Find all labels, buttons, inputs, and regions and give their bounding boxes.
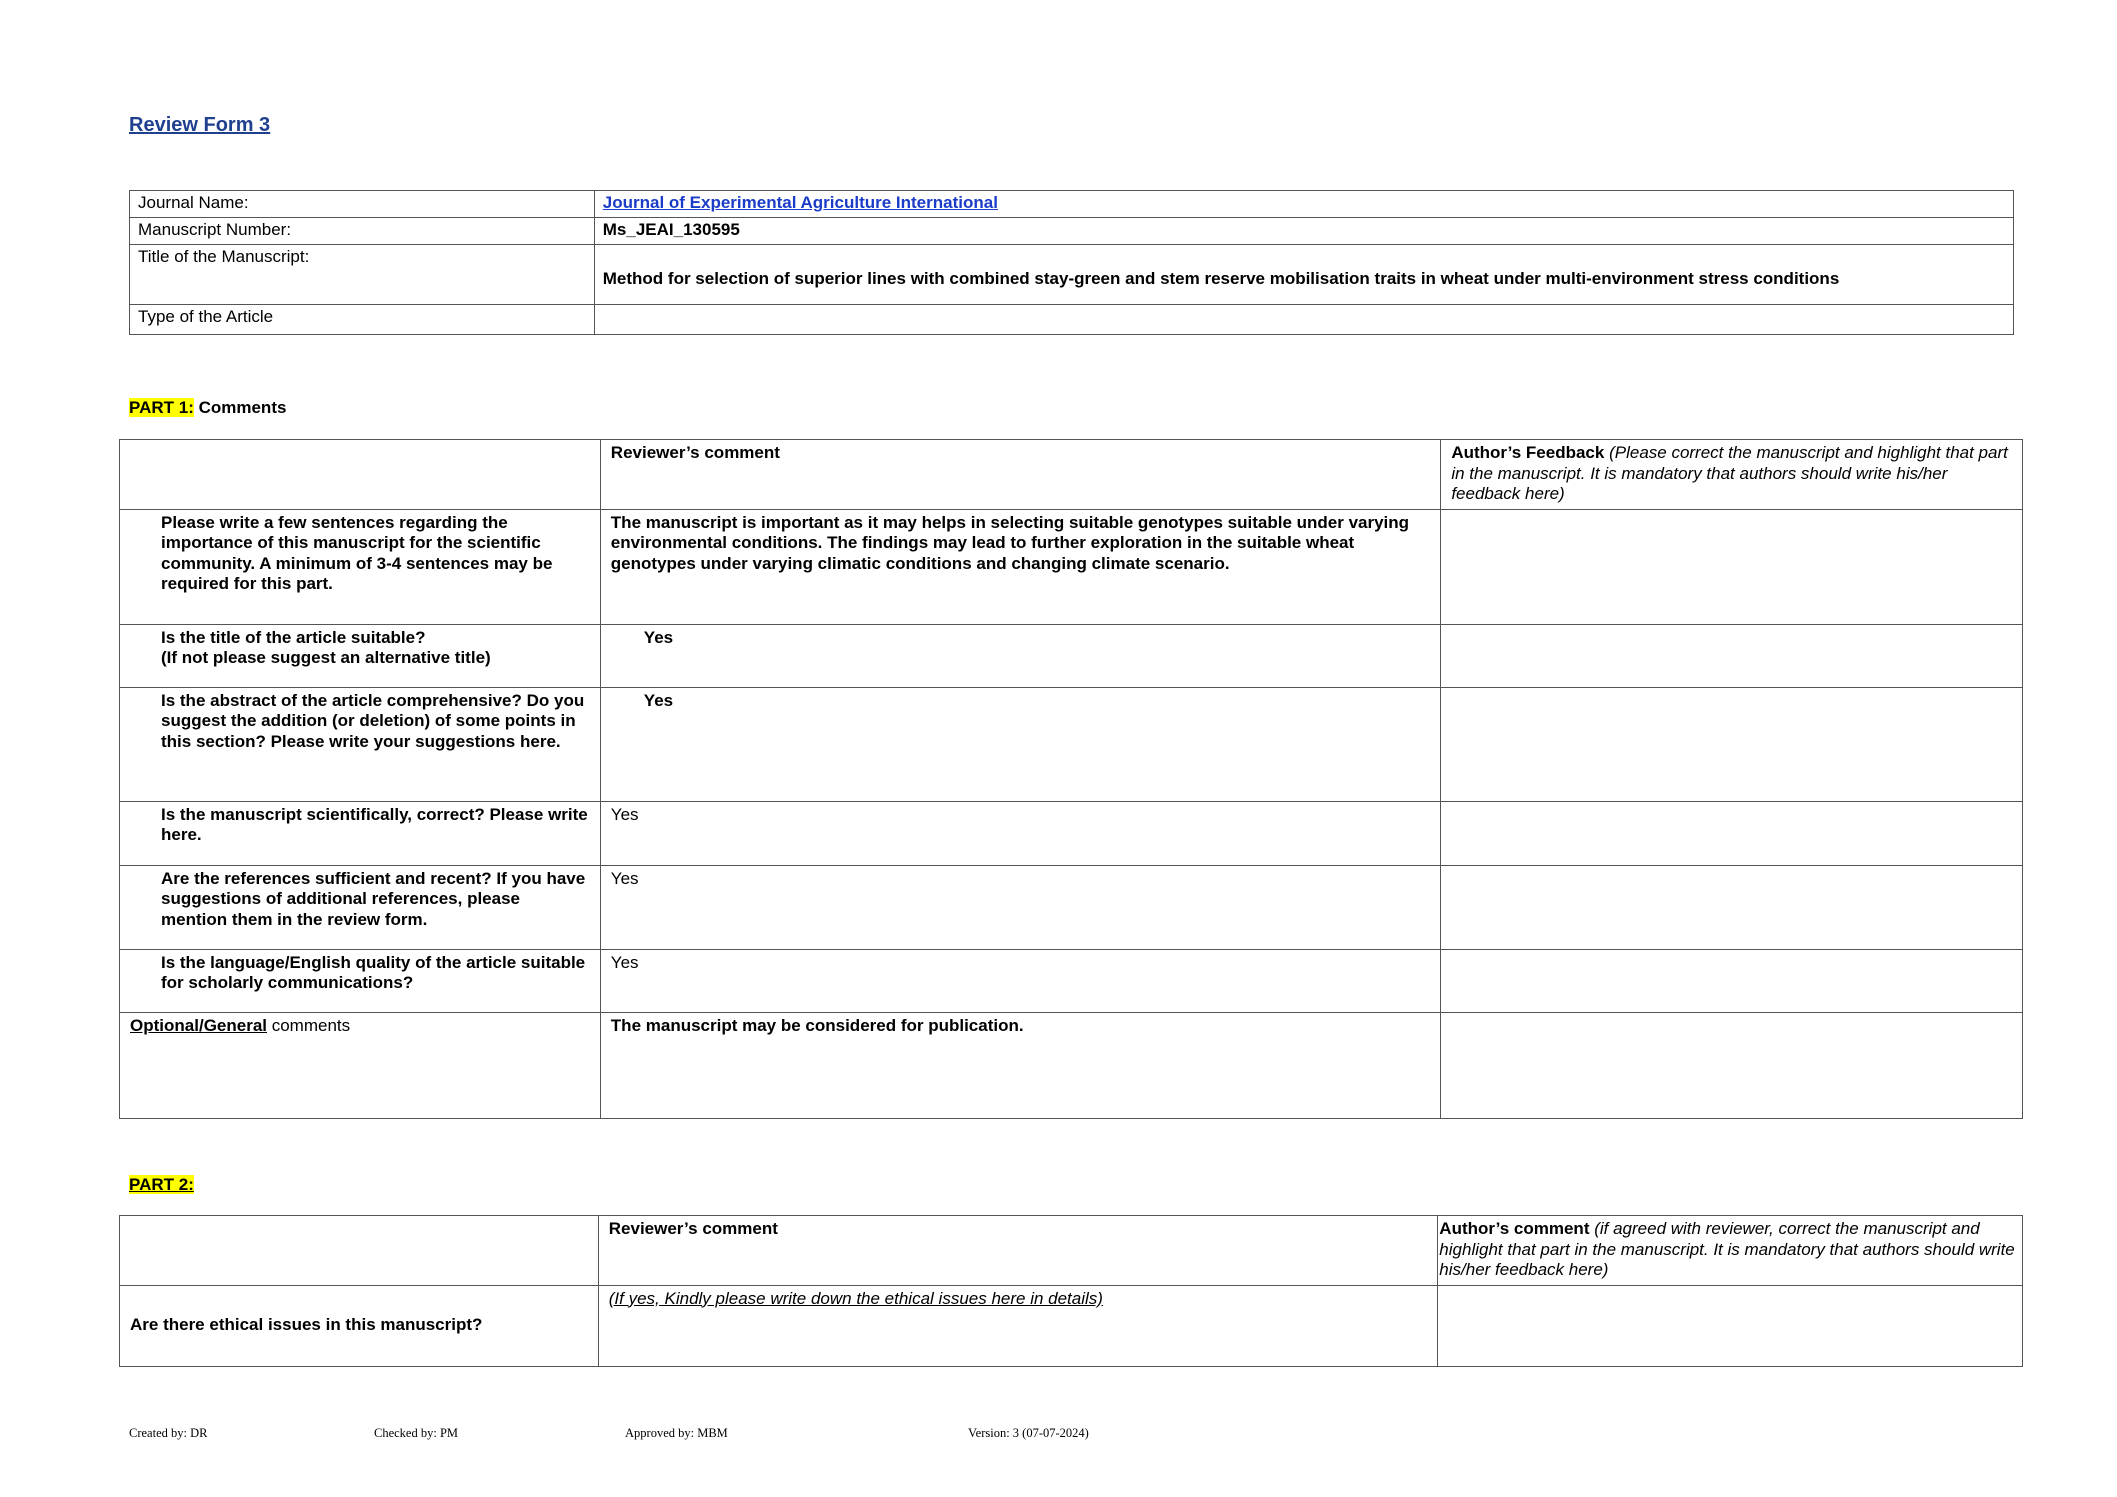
footer-checked-by: Checked by: PM	[374, 1426, 459, 1440]
feedback-ethical-issues[interactable]	[1438, 1285, 2023, 1366]
part2-ethics-table	[119, 1215, 2023, 1367]
part1-author-header	[1441, 440, 2023, 510]
question-references: Are the references sufficient and recent? If you have suggestions of additional references, please mention them in the review form.	[120, 865, 601, 949]
journal-name-link[interactable]: Journal of Experimental Agriculture International	[602, 193, 998, 212]
feedback-references[interactable]	[1441, 865, 2023, 949]
part2-author-header-title: Author’s comment	[1439, 1219, 1590, 1238]
manuscript-title-value: Method for selection of superior lines with combined stay-green and stem reserve mobilisation traits in wheat under multi-environment stress conditions	[594, 245, 2013, 305]
question-title: Is the title of the article suitable? (If not please suggest an alternative title)	[120, 624, 601, 687]
question-scientific: Is the manuscript scientifically, correct? Please write here.	[120, 801, 601, 865]
feedback-abstract[interactable]	[1441, 687, 2023, 801]
feedback-importance[interactable]	[1441, 509, 2023, 624]
part2-header-blank	[120, 1216, 599, 1286]
part1-header-blank	[120, 440, 601, 510]
comment-importance: The manuscript is important as it may helps in selecting suitable genotypes suitable under varying environmental conditions. The findings may lead to further exploration in the suitable wheat genotypes under varying climatic conditions and changing climate scenario.	[600, 509, 1441, 624]
feedback-language[interactable]	[1441, 949, 2023, 1012]
optional-comments-label: Optional/General comments	[120, 1012, 601, 1118]
feedback-title[interactable]	[1441, 624, 2023, 687]
part2-heading	[129, 1175, 194, 1195]
optional-feedback[interactable]	[1441, 1012, 2023, 1118]
feedback-scientific[interactable]	[1441, 801, 2023, 865]
question-language: Is the language/English quality of the article suitable for scholarly communications?	[120, 949, 601, 1012]
part1-author-header-note: (Please correct the manuscript and highlight that part in the manuscript. It is mandatory that authors should write his/her feedback here)	[1451, 443, 2008, 503]
comment-abstract: Yes	[600, 687, 1441, 801]
part2-author-header	[1438, 1216, 2023, 1286]
manuscript-info-table	[129, 190, 2014, 335]
part1-author-header-title: Author’s Feedback	[1451, 443, 1605, 462]
question-importance: Please write a few sentences regarding the importance of this manuscript for the scientific community. A minimum of 3-4 sentences may be required for this part.	[120, 509, 601, 624]
footer-version: Version: 3 (07-07-2024)	[968, 1426, 1089, 1440]
part1-tag: PART 1:	[129, 398, 194, 417]
footer-created-by: Created by: DR	[129, 1426, 208, 1440]
comment-references: Yes	[600, 865, 1441, 949]
form-title: Review Form 3	[129, 114, 271, 136]
manuscript-title-label: Title of the Manuscript:	[130, 245, 595, 305]
comment-language: Yes	[600, 949, 1441, 1012]
comment-scientific: Yes	[600, 801, 1441, 865]
part1-heading	[129, 398, 286, 418]
part1-comments-table	[119, 439, 2023, 1119]
part2-author-header-note: (if agreed with reviewer, correct the manuscript and highlight that part in the manuscript. It is mandatory that authors should write his/her feedback here)	[1439, 1219, 2015, 1279]
article-type-value	[594, 305, 2013, 335]
part2-tag: PART 2:	[129, 1175, 194, 1194]
manuscript-number-label: Manuscript Number:	[130, 218, 595, 245]
manuscript-number-value: Ms_JEAI_130595	[594, 218, 2013, 245]
comment-title: Yes	[600, 624, 1441, 687]
footer-approved-by: Approved by: MBM	[625, 1426, 728, 1440]
article-type-label: Type of the Article	[130, 305, 595, 335]
question-abstract: Is the abstract of the article comprehensive? Do you suggest the addition (or deletion) of some points in this section? Please write your suggestions here.	[120, 687, 601, 801]
journal-name-label: Journal Name:	[130, 191, 595, 218]
part2-reviewer-header: Reviewer’s comment	[598, 1216, 1438, 1286]
comment-ethical-issues: (If yes, Kindly please write down the ethical issues here in details)	[598, 1285, 1438, 1366]
optional-comment: The manuscript may be considered for publication.	[600, 1012, 1441, 1118]
part1-reviewer-header: Reviewer’s comment	[600, 440, 1441, 510]
question-ethical-issues: Are there ethical issues in this manuscript?	[120, 1285, 599, 1366]
part1-heading-text: Comments	[193, 398, 287, 417]
